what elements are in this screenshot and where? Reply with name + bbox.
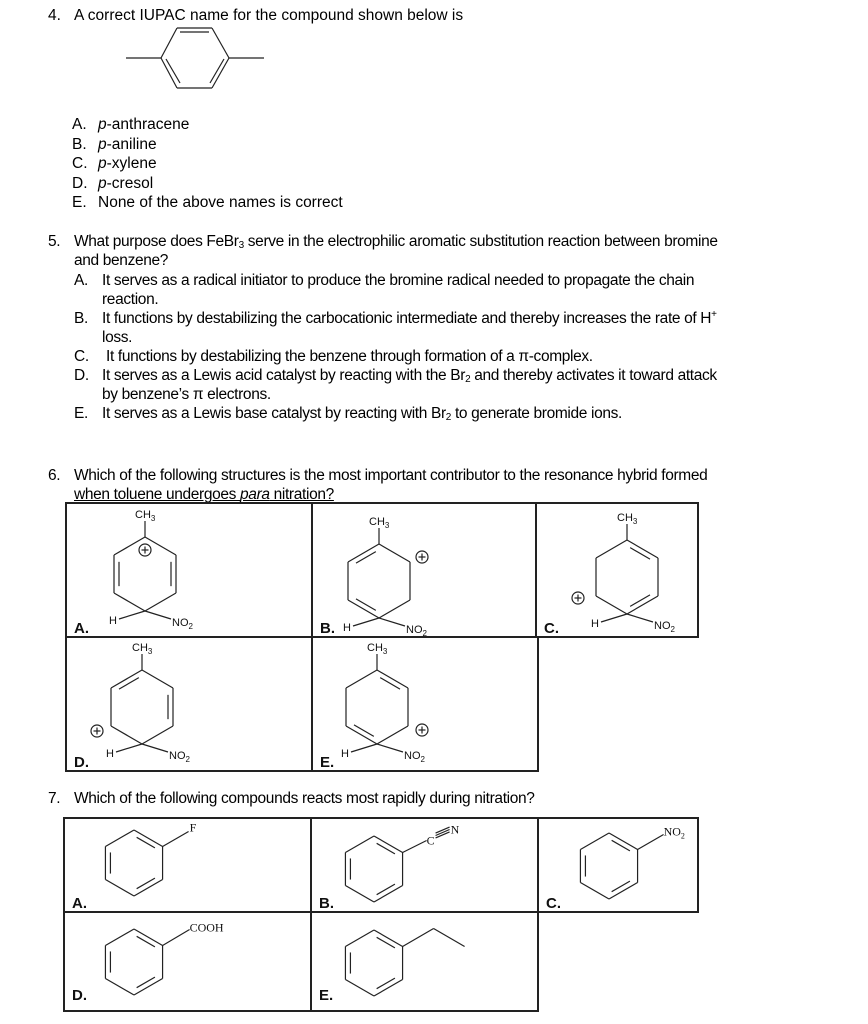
hydrogen-label: H [341, 748, 349, 760]
q7-option-b-cell[interactable] [311, 818, 538, 912]
question-7-stem: 7. Which of the following compounds reacts most rapidly during nitration? [48, 790, 535, 807]
option-letter: D. [74, 754, 89, 771]
carbon-label: C [426, 833, 435, 848]
option-letter: D. [72, 987, 87, 1004]
nitro-label: $NO_2$ [406, 624, 427, 638]
methyl-label: $CH_3$ [367, 642, 388, 656]
question-text: A correct IUPAC name for the compound shown below is [74, 7, 464, 24]
option-a[interactable]: A. p-anthracene [72, 116, 190, 133]
question-number: 5. [48, 233, 61, 250]
option-d[interactable]: D. p-cresol [72, 174, 154, 192]
nitro-label: $NO_2$ [404, 750, 425, 764]
methyl-label: $CH_3$ [132, 642, 153, 656]
nitro-label: $NO_2$ [654, 620, 675, 634]
option-a[interactable]: A. It serves as a radical initiator to produce the bromine radical needed to propagate the chain [74, 272, 695, 289]
q7-option-a-cell[interactable] [64, 818, 311, 912]
option-c[interactable]: C. It functions by destabilizing the benzene through formation of a π-complex. [74, 348, 593, 365]
option-letter: B. [320, 620, 335, 637]
option-letter: E. [320, 754, 335, 771]
option-letter: A. [74, 620, 89, 637]
nitro-label: $NO_2$ [663, 824, 685, 841]
option-b[interactable]: B. p-aniline [72, 135, 157, 153]
option-letter: B. [319, 895, 334, 912]
question-number: 6. [48, 467, 61, 484]
question-6-stem: 6. Which of the following structures is the most important contributor to the resonance hybrid formed when toluene undergoes para nitration? [48, 467, 708, 503]
question-5-options: A. It serves as a radical initiator to produce the bromine radical needed to propagate the chain reaction. B. It functions by destabilizing the carbocationic intermediate and thereby increases the rate of H+ loss. C. It functions by destabilizing the benzene through formation of a π-complex. D. It serves as a Lewis acid catalyst by reacting with the $Br_2$ and thereby activates it toward attack by benzene’s π electrons. E. It serves as a Lewis base catalyst by reacting with $Br_2$ to generate bromide ions. [74, 272, 717, 423]
option-letter: C. [546, 895, 561, 912]
methyl-label: $CH_3$ [617, 512, 638, 526]
methyl-label: $CH_3$ [135, 509, 156, 523]
question-number: 4. [48, 7, 61, 24]
carboxyl-label: COOH [189, 920, 224, 935]
option-letter: E. [319, 987, 334, 1004]
nitro-label: $NO_2$ [169, 750, 190, 764]
option-c[interactable]: C. p-xylene [72, 155, 157, 172]
q7-option-e-cell[interactable] [311, 912, 538, 1011]
hydrogen-label: H [106, 748, 114, 760]
q7-option-c-cell[interactable] [538, 818, 698, 912]
option-e[interactable]: E. It serves as a Lewis base catalyst by reacting with $Br_2$ to generate bromide ions. [74, 405, 622, 423]
nitrogen-label: N [450, 822, 460, 837]
nitro-label: $NO_2$ [172, 617, 193, 631]
option-letter: A. [72, 895, 87, 912]
option-d[interactable]: D. It serves as a Lewis acid catalyst by reacting with the $Br_2$ and thereby activates it toward attack [74, 367, 717, 385]
hydrogen-label: H [109, 615, 117, 627]
hydrogen-label: H [591, 618, 599, 630]
option-b[interactable]: B. It functions by destabilizing the carbocationic intermediate and thereby increases the rate of H+ [74, 309, 717, 327]
hydrogen-label: H [343, 622, 351, 634]
option-letter: C. [544, 620, 559, 637]
methyl-label: $CH_3$ [369, 516, 390, 530]
question-number: 7. [48, 790, 61, 807]
option-e[interactable]: E. None of the above names is correct [72, 194, 343, 211]
q7-option-d-cell[interactable] [64, 912, 311, 1011]
question-5-stem: 5. What purpose does FeBr$_3$ serve in the electrophilic aromatic substitution reaction between bromine and benzene? [48, 233, 718, 269]
fluorine-label: F [189, 820, 197, 835]
